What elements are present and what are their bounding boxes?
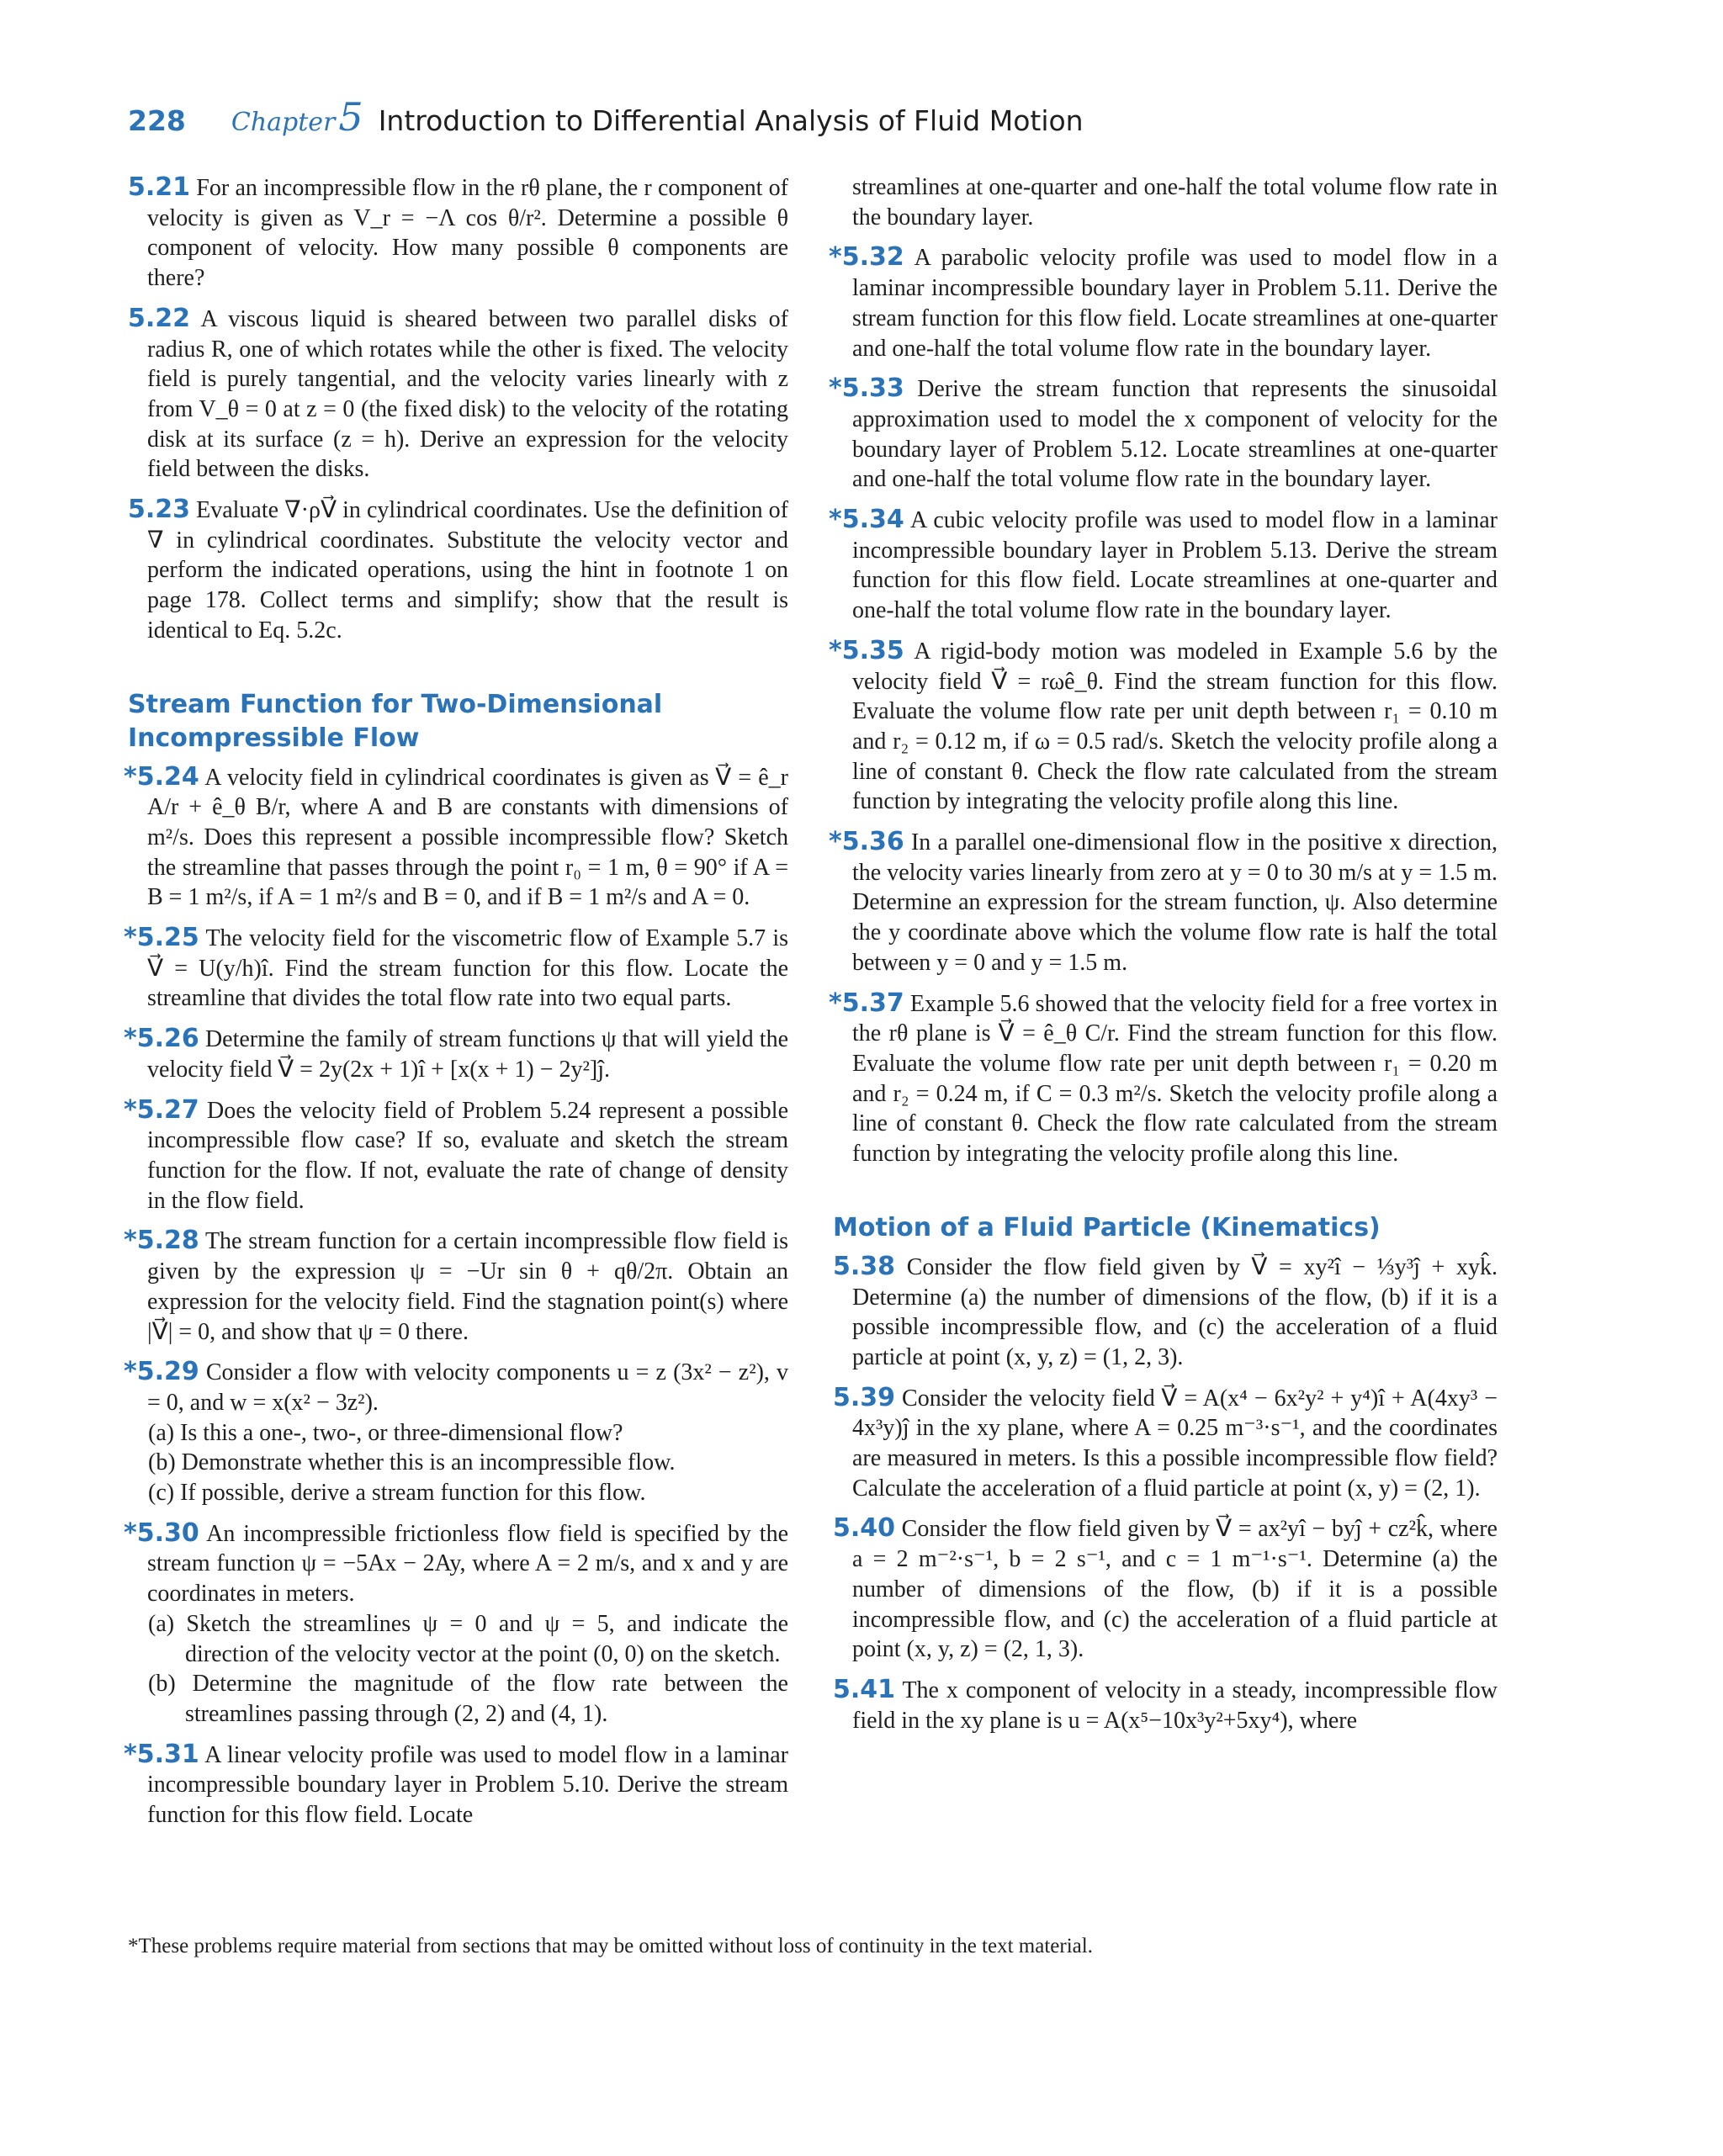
problem-number: 5.39 — [833, 1382, 896, 1412]
sub-part-a: (a) Sketch the streamlines ψ = 0 and ψ = 5, and indicate the direction of the velocity vector at the point (0, 0) on the sketch. — [148, 1610, 788, 1667]
problem-number: 5.22 — [128, 303, 191, 333]
problem-text: A velocity field in cylindrical coordinates is given as V⃗ = ê_r A/r + ê_θ B/r, where A and B are constants with dimensions of m²/s. Does this represent a possible incompressible flow? Sketch the streamline that passes through the point r₀ = 1 m, θ = 90° if A = B = 1 m²/s, if A = 1 m²/s and B = 0, and if B = 1 m²/s and A = 0. — [147, 764, 788, 911]
star-marker: * — [124, 923, 137, 953]
problem-stem — [124, 1357, 789, 1417]
sub-part-b: (b) Demonstrate whether this is an incompressible flow. — [148, 1449, 676, 1476]
problem-text: Derive the stream function that represents the sinusoidal approximation used to model the x component of velocity for the boundary layer of Problem 5.12. Locate streamlines at one-quarter and one-half the total volume flow rate in the boundary layer. — [852, 376, 1498, 493]
problem-number: 5.35 — [841, 635, 904, 665]
problem-text: Does the velocity field of Problem 5.24 represent a possible incompressible flow case? If so, evaluate and sketch the stream function for the flow. If not, evaluate the rate of change of density in the flow field. — [147, 1097, 789, 1214]
problem-text: Example 5.6 showed that the velocity field for a free vortex in the rθ plane is V⃗ = ê_θ C/r. Find the stream function for this flow. Evaluate the volume flow rate per unit depth between r₁ = 0.20 m and r₂ = 0.24 m, if C = 0.3 m²/s. Sketch the velocity profile along a line of constant θ. Check the flow rate calculated from the stream function by integrating the velocity profile along this line. — [852, 990, 1498, 1168]
star-marker: * — [829, 988, 842, 1018]
right-column — [829, 172, 1498, 1745]
section-heading-line-2: Incompressible Flow — [128, 723, 420, 753]
problem-5-31-continued: streamlines at one-quarter and one-half the total volume flow rate in the boundary layer. — [852, 174, 1498, 230]
sub-part-a: (a) Is this a one-, two-, or three-dimensional flow? — [148, 1419, 623, 1446]
problem-5-27 — [124, 1094, 789, 1216]
problem-5-24 — [124, 761, 788, 914]
star-marker: * — [124, 1226, 137, 1256]
problem-text: A cubic velocity profile was used to model flow in a laminar incompressible boundary layer in Problem 5.13. Derive the stream function for this flow field. Locate streamlines at one-quarter and one-half the total volume flow rate in the boundary layer. — [852, 507, 1498, 624]
problem-5-41 — [833, 1675, 1498, 1735]
problem-5-26 — [124, 1024, 788, 1084]
footnote: *These problems require material from sections that may be omitted without loss of continuity in the text material. — [128, 1935, 1093, 1957]
problem-stem — [124, 1518, 788, 1609]
problem-number: 5.32 — [841, 242, 904, 273]
problem-number: 5.23 — [128, 495, 191, 525]
star-marker: * — [829, 827, 842, 857]
running-header — [128, 94, 1642, 141]
section-heading-kinematics: Motion of a Fluid Particle (Kinematics) — [833, 1212, 1381, 1242]
problem-5-22 — [128, 304, 788, 485]
problem-number: 5.33 — [841, 373, 904, 404]
problem-number: 5.34 — [841, 505, 904, 535]
sub-part-b: (b) Determine the magnitude of the flow rate between the streamlines passing through (2, 2) and (4, 1). — [148, 1671, 788, 1727]
problem-text: Consider the flow field given by V⃗ = xy²î − ⅓y³ĵ + xyk̂. Determine (a) the number of dimensions of the flow, (b) if it is a possible incompressible flow, and (c) the acceleration of a fluid particle at point (x, y, z) = (1, 2, 3). — [852, 1253, 1498, 1370]
problem-number: 5.26 — [136, 1024, 199, 1054]
problem-text: Consider the velocity field V⃗ = A(x⁴ − 6x²y² + y⁴)î + A(4xy³ − 4x³y)ĵ in the xy plane, where A = 0.25 m⁻³·s⁻¹, and the coordinates are measured in meters. Is this a possible incompressible flow field? Calculate the acceleration of a fluid particle at point (x, y) = (2, 1). — [852, 1385, 1498, 1502]
problem-5-21 — [128, 172, 788, 294]
problem-text: For an incompressible flow in the rθ plane, the r component of velocity is given as V_r = −Λ cos θ/r². Determine a possible θ component of velocity. How many possible θ components are there? — [147, 175, 788, 292]
star-marker: * — [829, 242, 842, 273]
star-marker: * — [829, 635, 842, 665]
problem-text: A parabolic velocity profile was used to model flow in a laminar incompressible boundary layer in Problem 5.11. Derive the stream function for this flow field. Locate streamlines at one-quarter and one-half the total volume flow rate in the boundary layer. — [852, 245, 1498, 362]
problem-5-23 — [128, 495, 788, 646]
problem-5-36 — [829, 827, 1498, 978]
problem-5-34 — [829, 505, 1498, 626]
problem-text: A viscous liquid is sheared between two parallel disks of radius R, one of which rotates while the other is fixed. The velocity field is purely tangential, and the velocity varies linearly with z from V_θ = 0 at z = 0 (the fixed disk) to the velocity of the rotating disk at its surface (z = h). Derive an expression for the velocity field between the disks. — [147, 305, 788, 483]
page-number: 228 — [128, 104, 186, 137]
problem-5-29 — [124, 1357, 789, 1508]
problem-number: 5.27 — [136, 1094, 199, 1125]
problem-text: Evaluate ∇·ρV⃗ in cylindrical coordinates. Use the definition of ∇ in cylindrical coordinates. Substitute the velocity vector and perform the indicated operations, using the hint in footnote 1 on page 178. Collect terms and simplify; show that the result is identical to Eq. 5.2c. — [147, 497, 788, 644]
problem-number: 5.29 — [136, 1357, 199, 1387]
problem-text: A rigid-body motion was modeled in Example 5.6 by the velocity field V⃗ = rωê_θ. Find the stream function for this flow. Evaluate the volume flow rate per unit depth between r₁ = 0.10 m and r₂ = 0.12 m, if ω = 0.5 rad/s. Sketch the velocity profile along a line of constant θ. Check the flow rate calculated from the stream function by integrating the velocity profile along this line. — [852, 638, 1498, 815]
problem-number: 5.28 — [136, 1226, 199, 1256]
left-column — [124, 172, 789, 1841]
problem-5-37 — [829, 988, 1498, 1169]
problem-number: 5.37 — [841, 988, 904, 1018]
chapter-title: Introduction to Differential Analysis of Fluid Motion — [378, 104, 1084, 137]
problem-number: 5.40 — [833, 1513, 896, 1544]
problem-5-31 — [124, 1739, 788, 1830]
problem-text: Consider the flow field given by V⃗ = ax²yî − byĵ + cz²k̂, where a = 2 m⁻²·s⁻¹, b = 2 s⁻¹, and c = 1 m⁻¹·s⁻¹. Determine (a) the number of dimensions of the flow, (b) if it is a possible incompressible flow, and (c) the acceleration of a fluid particle at point (x, y, z) = (2, 1, 3). — [852, 1516, 1498, 1663]
problem-number: 5.31 — [136, 1739, 199, 1769]
section-heading-stream-function — [128, 688, 788, 755]
problem-text: Determine the family of stream functions ψ that will yield the velocity field V⃗ = 2y(2x + 1)î + [x(x + 1) − 2y²]ĵ. — [147, 1026, 788, 1083]
problem-number: 5.24 — [136, 761, 199, 792]
sub-part-c: (c) If possible, derive a stream function for this flow. — [148, 1480, 646, 1507]
star-marker: * — [124, 1357, 137, 1387]
problem-text: A linear velocity profile was used to model flow in a laminar incompressible boundary layer in Problem 5.10. Derive the stream function for this flow field. Locate — [147, 1741, 788, 1829]
star-marker: * — [124, 1094, 137, 1125]
problem-5-30 — [124, 1518, 788, 1730]
problem-text: The x component of velocity in a steady, incompressible flow field in the xy plane is u = A(x⁵−10x³y²+5xy⁴), where — [852, 1677, 1498, 1734]
problem-5-25 — [124, 923, 788, 1014]
problem-number: 5.38 — [833, 1251, 896, 1281]
star-marker: * — [124, 1518, 137, 1548]
problem-number: 5.21 — [128, 172, 191, 202]
problem-number: 5.41 — [833, 1674, 896, 1704]
problem-text: The velocity field for the viscometric flow of Example 5.7 is V⃗ = U(y/h)î. Find the stream function for this flow. Locate the streamline that divides the total flow rate into two equal parts. — [147, 925, 788, 1012]
problem-number: 5.30 — [136, 1518, 199, 1548]
star-marker: * — [124, 1024, 137, 1054]
problem-5-28 — [124, 1226, 788, 1347]
problem-5-38 — [833, 1252, 1498, 1373]
star-marker: * — [829, 505, 842, 535]
problem-text: An incompressible frictionless flow field is specified by the stream function ψ = −5Ax − 2Ay, where A = 2 m/s, and x and y are coordinates in meters. — [147, 1520, 788, 1608]
problem-5-35 — [829, 635, 1498, 817]
problem-number: 5.25 — [136, 923, 199, 953]
chapter-label: Chapter — [231, 108, 336, 137]
problem-text: The stream function for a certain incompressible flow field is given by the expression ψ = −Ur sin θ + qθ/2π. Obtain an expression for the velocity field. Find the stagnation point(s) where |V⃗| = 0, and show that ψ = 0 there. — [147, 1228, 788, 1345]
chapter-number: 5 — [338, 94, 363, 140]
star-marker: * — [124, 761, 137, 792]
problem-5-40 — [833, 1513, 1498, 1665]
problem-5-33 — [829, 373, 1498, 495]
problem-number: 5.36 — [841, 827, 904, 857]
problem-text: In a parallel one-dimensional flow in the positive x direction, the velocity varies linearly from zero at y = 0 to 30 m/s at y = 1.5 m. Determine an expression for the stream function, ψ. Also determine the y coordinate above which the volume flow rate is half the total between y = 0 and y = 1.5 m. — [852, 829, 1498, 976]
section-heading-line-1: Stream Function for Two-Dimensional — [128, 689, 663, 719]
problem-5-32 — [829, 242, 1498, 363]
problem-5-39 — [833, 1383, 1498, 1504]
problem-text: Consider a flow with velocity components u = z (3x² − z²), v = 0, and w = x(x² − 3z²). — [147, 1359, 789, 1416]
star-marker: * — [829, 373, 842, 404]
star-marker: * — [124, 1739, 137, 1769]
